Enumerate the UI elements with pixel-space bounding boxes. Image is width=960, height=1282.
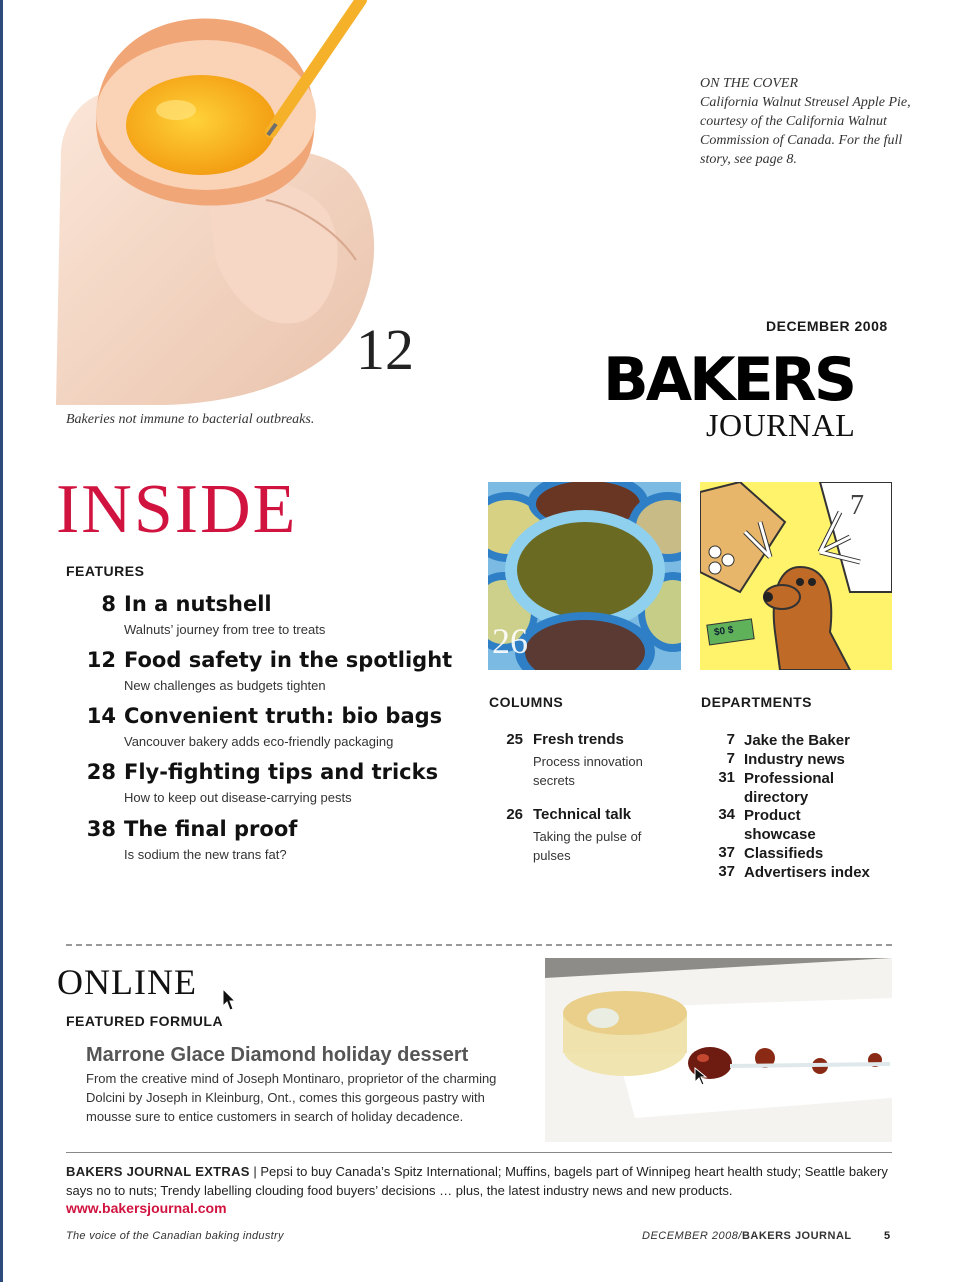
departments-heading: DEPARTMENTS xyxy=(701,694,813,710)
column-title: Fresh trends xyxy=(533,731,624,748)
department-page: 7 xyxy=(726,731,735,748)
department-page: 37 xyxy=(718,863,735,880)
department-page: 34 xyxy=(718,806,735,823)
column-page: 25 xyxy=(506,731,523,748)
feature-title: The final proof xyxy=(124,817,298,841)
extras-text: Pepsi to buy Canada’s Spitz International; Muffins, bagels part of Winnipeg heart health study; Seattle bakery says no to nuts; Trendy labelling clouding food buyers’ decisions … plus, the latest industry news and new products. xyxy=(66,1164,888,1198)
logo-bakers: BAKERS xyxy=(603,345,855,415)
dessert-photo xyxy=(545,958,892,1142)
department-title: Professional directory xyxy=(744,770,835,806)
feature-title: Convenient truth: bio bags xyxy=(124,704,443,728)
column-page: 26 xyxy=(506,806,523,823)
section-divider xyxy=(66,944,892,946)
formula-rule xyxy=(66,1152,892,1153)
footer-issue xyxy=(642,1230,852,1242)
hero-page-number: 12 xyxy=(356,317,414,382)
extras-block xyxy=(66,1162,896,1200)
feature-title: Fly-fighting tips and tricks xyxy=(124,760,439,784)
feature-desc: Walnuts’ journey from tree to treats xyxy=(124,622,326,637)
cartoon-bill-text: $0 $ xyxy=(713,624,735,639)
cover-heading: ON THE COVER xyxy=(700,76,798,91)
feature-desc: How to keep out disease-carrying pests xyxy=(124,790,352,805)
feature-desc: New challenges as budgets tighten xyxy=(124,678,326,693)
feature-desc: Vancouver bakery adds eco-friendly packaging xyxy=(124,734,394,749)
pulses-page-number: 26 xyxy=(492,621,528,661)
column-desc: Process innovation secrets xyxy=(533,754,643,788)
footer-journal: BAKERS JOURNAL xyxy=(741,1230,852,1242)
feature-page: 12 xyxy=(86,648,116,672)
formula-title[interactable]: Marrone Glace Diamond holiday dessert xyxy=(86,1044,469,1066)
feature-page: 38 xyxy=(86,817,116,841)
department-page: 7 xyxy=(726,750,735,767)
cover-note xyxy=(700,74,920,169)
footer-tagline: The voice of the Canadian baking industry xyxy=(66,1230,284,1242)
department-title: Advertisers index xyxy=(744,864,870,881)
column-title: Technical talk xyxy=(533,806,632,823)
department-title: Classifieds xyxy=(744,845,824,862)
cover-text: California Walnut Streusel Apple Pie, courtesy of the California Walnut Commission of Canada. For the full story, see page 8. xyxy=(700,95,911,167)
formula-description: From the creative mind of Joseph Montinaro, proprietor of the charming Dolcini by Joseph in Kleinburg, Ont., comes this gorgeous pastry with mousse sure to entice customers in search of holiday decadence. xyxy=(86,1071,497,1124)
department-title: Industry news xyxy=(744,751,845,768)
hero-egg-photo xyxy=(56,0,386,405)
feature-page: 8 xyxy=(101,592,116,616)
logo-journal: JOURNAL xyxy=(706,407,856,443)
feature-title: In a nutshell xyxy=(124,592,272,616)
department-page: 37 xyxy=(718,844,735,861)
cursor-icon xyxy=(222,988,236,1012)
department-page: 31 xyxy=(718,769,735,786)
feature-title: Food safety in the spotlight xyxy=(124,648,453,672)
cartoon-page-number: 7 xyxy=(850,490,864,521)
featured-formula-heading: FEATURED FORMULA xyxy=(66,1013,224,1029)
inside-title: INSIDE xyxy=(56,471,298,548)
feature-page: 28 xyxy=(86,760,116,784)
column-desc: Taking the pulse of pulses xyxy=(533,829,642,863)
issue-date: DECEMBER 2008 xyxy=(766,318,888,334)
online-title: ONLINE xyxy=(57,962,197,1002)
feature-desc: Is sodium the new trans fat? xyxy=(124,847,287,862)
department-title: Product showcase xyxy=(744,807,816,843)
extras-separator: | xyxy=(249,1164,261,1179)
columns-heading: COLUMNS xyxy=(489,694,564,710)
feature-page: 14 xyxy=(86,704,116,728)
hero-caption: Bakeries not immune to bacterial outbreaks. xyxy=(66,412,315,427)
features-heading: FEATURES xyxy=(66,563,145,579)
website-link[interactable]: www.bakersjournal.com xyxy=(66,1200,227,1216)
footer-date: DECEMBER 2008/ xyxy=(642,1230,742,1242)
department-title: Jake the Baker xyxy=(744,732,850,749)
page-number: 5 xyxy=(884,1230,891,1242)
left-edge-bar xyxy=(0,0,3,1282)
extras-label: BAKERS JOURNAL EXTRAS xyxy=(66,1164,250,1179)
